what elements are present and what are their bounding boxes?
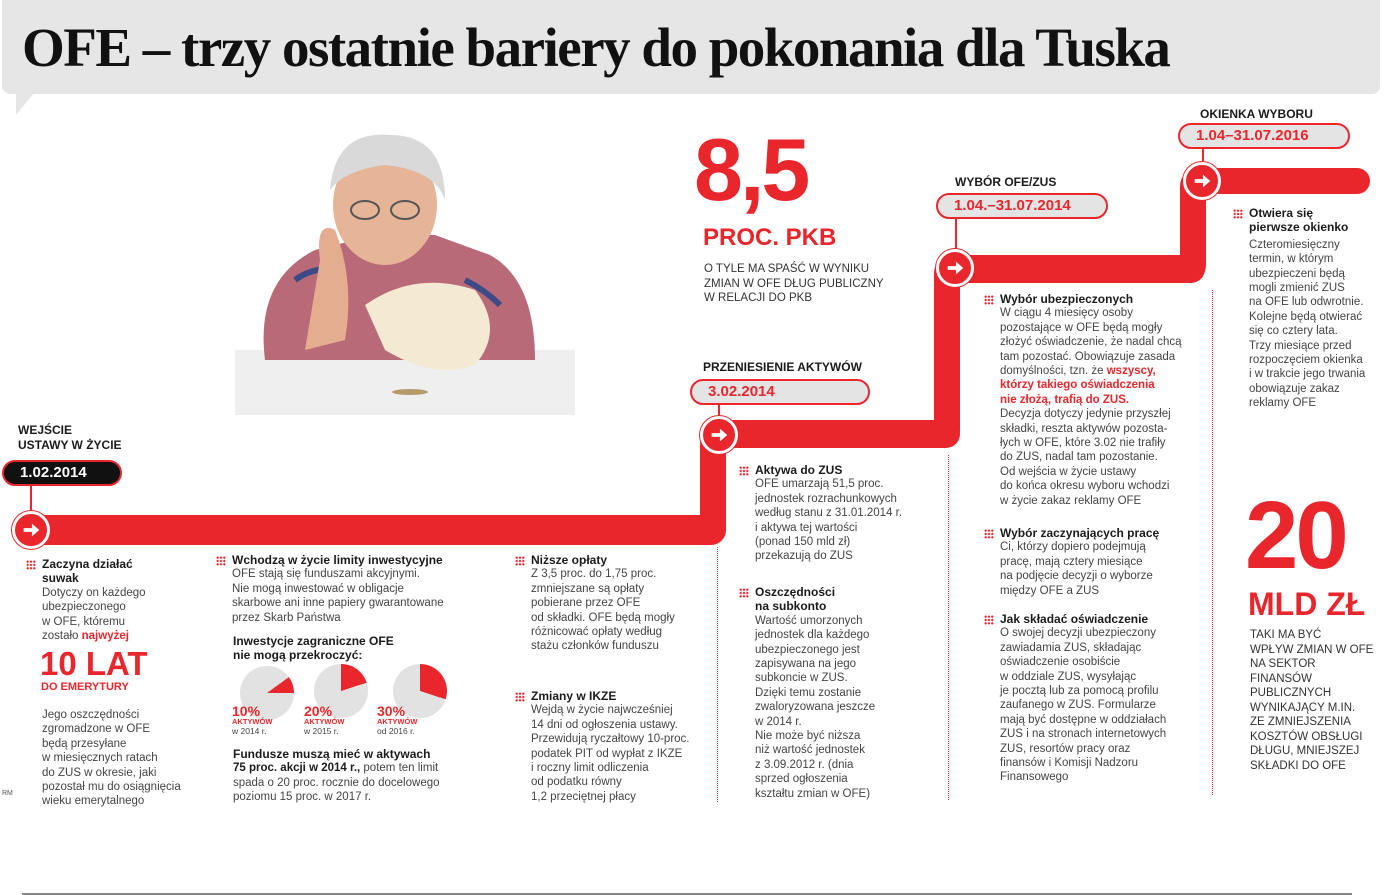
pie-label-2015: 20% AKTYWÓW w 2015 r. [304,703,345,736]
dot-grid-bullet-icon [984,295,994,305]
section-heading: Aktywa do ZUS [755,463,930,477]
milestone-1-label: WEJŚCIE USTAWY W ŻYCIE [18,423,122,452]
section-oswiadczenie: Jak składać oświadczenie O swojej decyzji ubezpieczony zawiadamia ZUS, składając oświadczenie osobiście w oddziale ZUS, wysyłając je pocztą lub za pomocą profilu zaufanego w ZUS. Formularze mają być dostępne w oddziałach ZUS i na stronach internetowych ZUS, resortów pracy oraz finansów i Komisji Nadzoru Finansowego [1000,612,1190,785]
section-heading: Otwiera się pierwsze okienko [1249,206,1389,235]
milestone-4-date: 1.04–31.07.2016 [1178,123,1350,149]
section-okienko: Otwiera się pierwsze okienko Czteromiesięczny termin, w którym ubezpieczeni będą mogli zmienić ZUS na OFE lub odwrotnie. Kolejne będą otwierać się co cztery lata. Trzy miesiące przed rozpoczęciem okienka i w trakcie jego trwania obowiązuje zakaz reklamy OFE [1249,206,1389,411]
pie-chart-title: Inwestycje zagraniczne OFE nie mogą przekroczyć: [233,634,394,663]
section-oplaty: Niższe opłaty Z 3,5 proc. do 1,75 proc. zmniejszane są opłaty pobierane przez OFE od składki. OFE będą mogły różnicować opłaty według stażu członków funduszu [531,553,711,654]
section-wybor: Wybór ubezpieczonych W ciągu 4 miesięcy osoby pozostające w OFE będą mogły złożyć oświadczenie, że nadal chcą tam pozostać. Obowiązuje zasada domyślności, tzn. że wszyscy, którzy takiego oświadczenia nie złożą, trafią do ZUS. Decyzja dotyczy jedynie przyszłej składki, reszta aktywów pozosta- łych w OFE, które 3.02 nie trafiły do ZUS, nadal tam pozostanie. Od wejścia w życie ustawy do końca okresu wyboru wchodzi w życie zakaz reklamy OFE [1000,292,1190,508]
arrow-right-icon [1183,162,1221,200]
dot-grid-bullet-icon [984,529,994,539]
section-suwak: Zaczyna działać suwak Dotyczy on każdego ubezpieczonego w OFE, któremu zostało najwyżej [42,557,212,643]
section-suwak-details: Jego oszczędności zgromadzone w OFE będą przesyłane w miesięcznych ratach do ZUS w okresie, jaki pozostał mu do osiągnięcia wieku emerytalnego [42,709,181,808]
dot-grid-bullet-icon [739,466,749,476]
pie-label-2016: 30% AKTYWÓW od 2016 r. [377,703,418,736]
arrow-right-icon [936,249,974,287]
stat-mld-value: 20 [1245,482,1346,589]
pie-label-2014: 10% AKTYWÓW w 2014 r. [232,703,273,736]
section-ikze: Zmiany w IKZE Wejdą w życie najwcześniej 14 dni od ogłoszenia ustawy. Przewidują ryczałtowy 10-proc. podatek PIT od wypłat z IKZE i roczny limit odliczenia od podatku równy 1,2 przeciętnej płacy [531,689,711,804]
section-heading: Zmiany w IKZE [531,689,711,703]
arrow-right-icon [700,416,738,454]
stat-pkb-unit: PROC. PKB [703,224,837,251]
section-heading: Wchodzą w życie limity inwestycyjne [232,553,492,567]
timeline-segment-4 [1195,168,1370,194]
section-heading: Oszczędności na subkonto [755,585,930,614]
column-divider [1212,290,1213,795]
dot-grid-bullet-icon [515,692,525,702]
section-heading: Zaczyna działać suwak [42,557,212,586]
dot-grid-bullet-icon [1233,209,1243,219]
stat-pkb-description: O TYLE MA SPAŚĆ W WYNIKU ZMIAN W OFE DŁUG PUBLICZNY W RELACJI DO PKB [704,263,884,304]
column-divider [948,455,949,800]
section-heading: Jak składać oświadczenie [1000,612,1190,626]
highlight-text: nie złożą, trafią do ZUS. [1000,393,1130,406]
timeline-segment-3 [950,255,1205,283]
column-divider [717,547,718,802]
page-title: OFE – trzy ostatnie bariery do pokonania dla Tuska [22,17,1170,78]
milestone-2-label: PRZENIESIENIE AKTYWÓW [703,360,862,374]
stat-10-lat: 10 LAT [40,645,148,682]
section-heading: Niższe opłaty [531,553,711,567]
dot-grid-bullet-icon [739,588,749,598]
section-heading: Wybór ubezpieczonych [1000,292,1190,306]
milestone-3-connector [955,219,957,251]
section-heading: Wybór zaczynających pracę [1000,526,1190,540]
milestone-2-date: 3.02.2014 [690,379,870,405]
milestone-3-date: 1.04.–31.07.2014 [936,193,1108,219]
section-limity-bottom: Fundusze muszą mieć w aktywach 75 proc. akcji w 2014 r., potem ten limit spada o 20 proc. rocznie do docelowego poziomu 15 proc. w 2017 r. [233,747,440,804]
milestone-4-label: OKIENKA WYBORU [1200,107,1313,121]
stat-mld-unit: MLD ZŁ [1248,586,1366,622]
highlight-text: którzy takiego oświadczenia [1000,379,1155,392]
highlight-text: najwyżej [81,630,129,643]
stat-pkb-value: 8,5 [694,120,808,219]
timeline-segment-1 [36,515,726,545]
section-subkonto: Oszczędności na subkonto Wartość umorzonych jednostek dla każdego ubezpieczonego jest zapisywana na jego subkoncie w ZUS. Dzięki temu zostanie zwaloryzowana jeszcze w 2014 r. Nie może być niższa niż wartość jednostek z 3.09.2012 r. (dnia sprzed ogłoszenia kształtu zmian w OFE) [755,585,930,801]
timeline-segment-2 [715,420,960,448]
section-limity: Wchodzą w życie limity inwestycyjne OFE stają się funduszami akcyjnymi. Nie mogą inwestować w obligacje skarbowe ani inne papiery gwarantowane przez Skarb Państwa [232,553,492,625]
dot-grid-bullet-icon [26,560,36,570]
stat-mld-description: TAKI MA BYĆ WPŁYW ZMIAN W OFE NA SEKTOR FINANSÓW PUBLICZNYCH WYNIKAJĄCY M.IN. ZE ZMNIEJSZENIA KOSZTÓW OBSŁUGI DŁUGU, MNIEJSZEJ SKŁADKI DO OFE [1250,629,1374,772]
section-aktywa: Aktywa do ZUS OFE umarzają 51,5 proc. jednostek rozrachunkowych według stanu z 31.01.2014 r. i aktywa tej wartości (ponad 150 mld zł) przekazują do ZUS [755,463,930,564]
dot-grid-bullet-icon [216,556,226,566]
dot-grid-bullet-icon [984,615,994,625]
credit: RM [2,790,13,797]
dot-grid-bullet-icon [515,556,525,566]
milestone-1-date: 1.02.2014 [2,460,122,486]
stat-10-lat-sub: DO EMERYTURY [41,681,129,693]
section-zaczynajacy: Wybór zaczynających pracę Ci, którzy dopiero podejmują pracę, mają cztery miesiące na podjęcie decyzji o wyborze między OFE a ZUS [1000,526,1190,598]
arrow-right-icon [12,511,50,549]
title-banner-tail [16,93,34,115]
milestone-3-label: WYBÓR OFE/ZUS [955,175,1057,189]
photo-elderly-woman-piggy-bank [235,130,575,415]
